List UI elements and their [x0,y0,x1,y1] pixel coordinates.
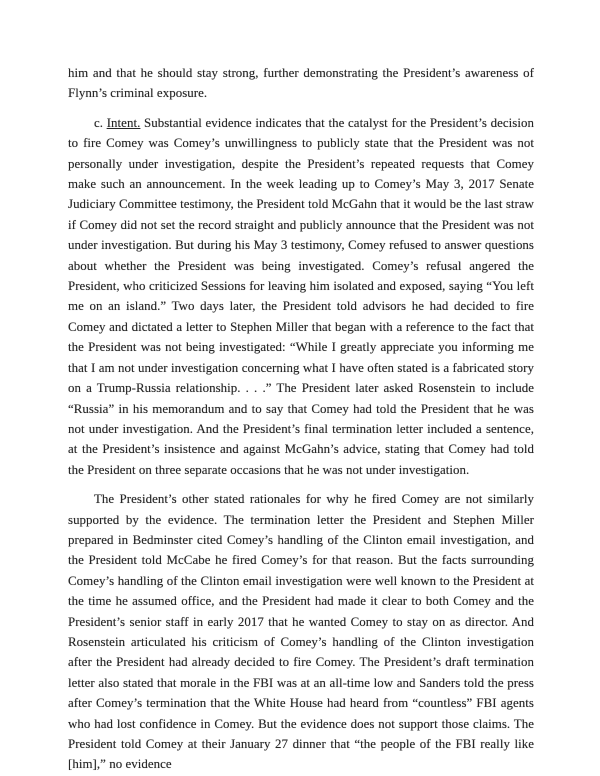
paragraph-other-rationales: The President’s other stated rationales for why he fired Comey are not similarly supported by the evidence. The termination letter the President and Stephen Miller prepared in Bedminster cited Comey’s handling of the Clinton email investigation, and the President told McCabe he fired Comey’s for that reason. But the facts surrounding Comey’s handling of the Clinton email investigation were well known to the President at the time he assumed office, and the President had made it clear to both Comey and the President’s senior staff in early 2017 that he wanted Comey to stay on as director. And Rosenstein articulated his criticism of Comey’s handling of the Clinton investigation after the President had already decided to fire Comey. The President’s draft termination letter also stated that morale in the FBI was at an all-time low and Sanders told the press after Comey’s termination that the White House had heard from “countless” FBI agents who had lost confidence in Comey. But the evidence does not support those claims. The President told Comey at their January 27 dinner that “the people of the FBI really like [him],” no evidence [68,492,534,772]
section-heading-intent: Intent. [106,115,141,130]
paragraph-intent-text: Substantial evidence indicates that the catalyst for the President’s decision to fire Comey was Comey’s unwillingness to publicly state that the President was not personally under investigation, despite the President’s repeated requests that Comey make such an announcement. In the week leading up to Comey’s May 3, 2017 Senate Judiciary Committee testimony, the President told McGahn that it would be the last straw if Comey did not set the record straight and publicly announce that the President was not under investigation. But during his May 3 testimony, Comey refused to answer questions about whether the President was being investigated. Comey’s refusal angered the President, who criticized Sessions for leaving him isolated and exposed, saying “You left me on an island.” Two days later, the President told advisors he had decided to fire Comey and dictated a letter to Stephen Miller that began with a reference to the fact that the President was not being investigated: “While I greatly appreciate you informing me that I am not under investigation concerning what I have often stated is a fabricated story on a Trump-Russia relationship. . . .” The President later asked Rosenstein to include “Russia” in his memorandum and to say that Comey had told the President that he was not under investigation. And the President’s final termination letter included a sentence, at the President’s insistence and against McGahn’s advice, stating that Comey had told the President on three separate occasions that he was not under investigation. [68,115,534,477]
paragraph-intent [68,113,534,480]
list-marker-c: c. [94,115,107,130]
paragraph-flynn-continuation: him and that he should stay strong, further demonstrating the President’s awareness of Flynn’s criminal exposure. [68,66,534,101]
